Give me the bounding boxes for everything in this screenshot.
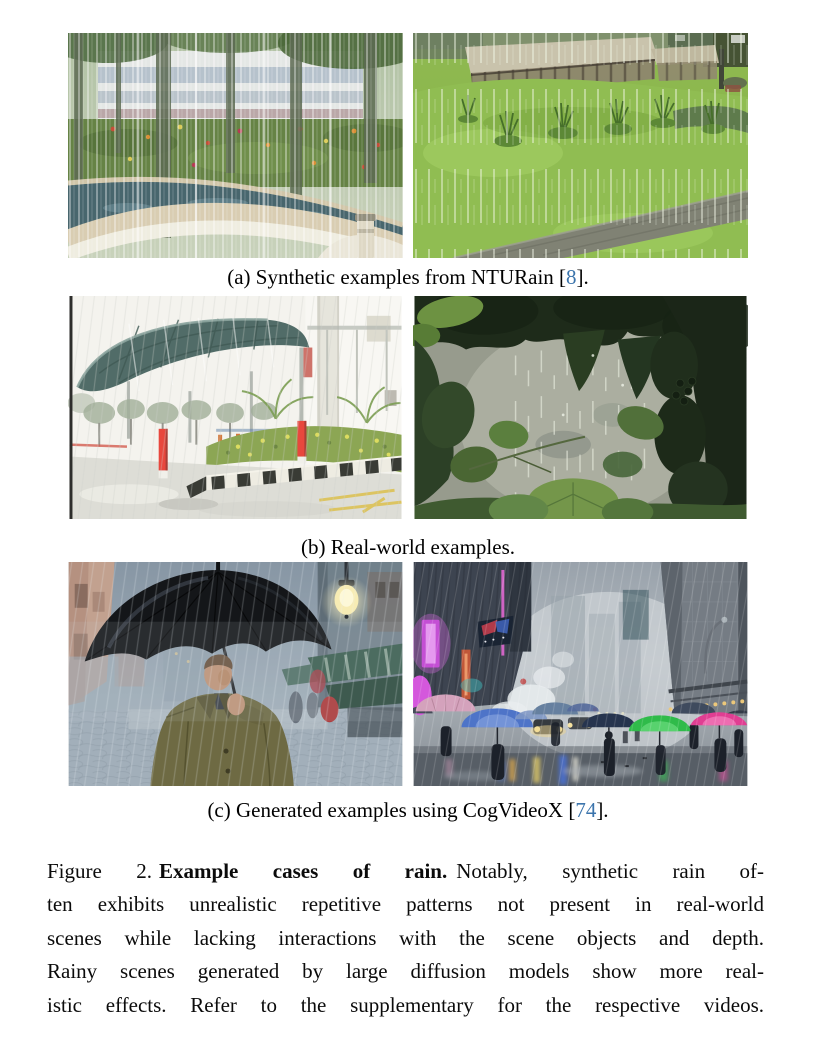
figure-caption-line-1 [47,855,764,888]
subcaption-a-text: (a) Synthetic examples from NTURain [ [227,265,567,289]
photo-synthetic-lawn-art [413,33,748,258]
figure-caption-line-5: istic effects. Refer to the supplementary for the respective videos. [47,992,764,1017]
figure-title-bold: Example cases of rain. [159,859,448,883]
subcaption-b [68,533,748,561]
figure-caption-line-3: scenes while lacking interactions with the scene objects and depth. [47,925,764,950]
subcaption-a-suffix: ]. [576,265,589,289]
photo-synthetic-park [68,33,403,258]
photo-synthetic-park-art [68,33,403,258]
subcaption-b-text: (b) Real-world examples. [300,535,515,559]
figure-caption [47,855,764,1022]
photo-generated-city [413,562,748,786]
subcaption-c [68,796,748,824]
subcaption-c-suffix: ]. [596,798,609,822]
photo-real-leaves [413,296,748,519]
photo-generated-city-art [413,562,748,786]
citation-8[interactable]: 8 [566,265,577,289]
photo-real-entrance-art [68,296,403,519]
photo-generated-umbrella-man-art [68,562,403,786]
figure-caption-line-4: Rainy scenes generated by large diffusion models show more real- [47,959,764,984]
photo-real-entrance [68,296,403,519]
photo-real-leaves-art [413,296,748,519]
figure-caption-text-1: Notably, synthetic rain of- [456,859,765,883]
citation-74[interactable]: 74 [575,798,597,822]
subcaption-c-text: (c) Generated examples using CogVideoX [ [207,798,576,822]
subcaption-a [68,263,748,291]
figure-label: Figure 2. [47,859,153,883]
figure-caption-line-2: ten exhibits unrealistic repetitive patterns not present in real-world [47,892,764,917]
photo-synthetic-lawn [413,33,748,258]
photo-generated-umbrella-man [68,562,403,786]
